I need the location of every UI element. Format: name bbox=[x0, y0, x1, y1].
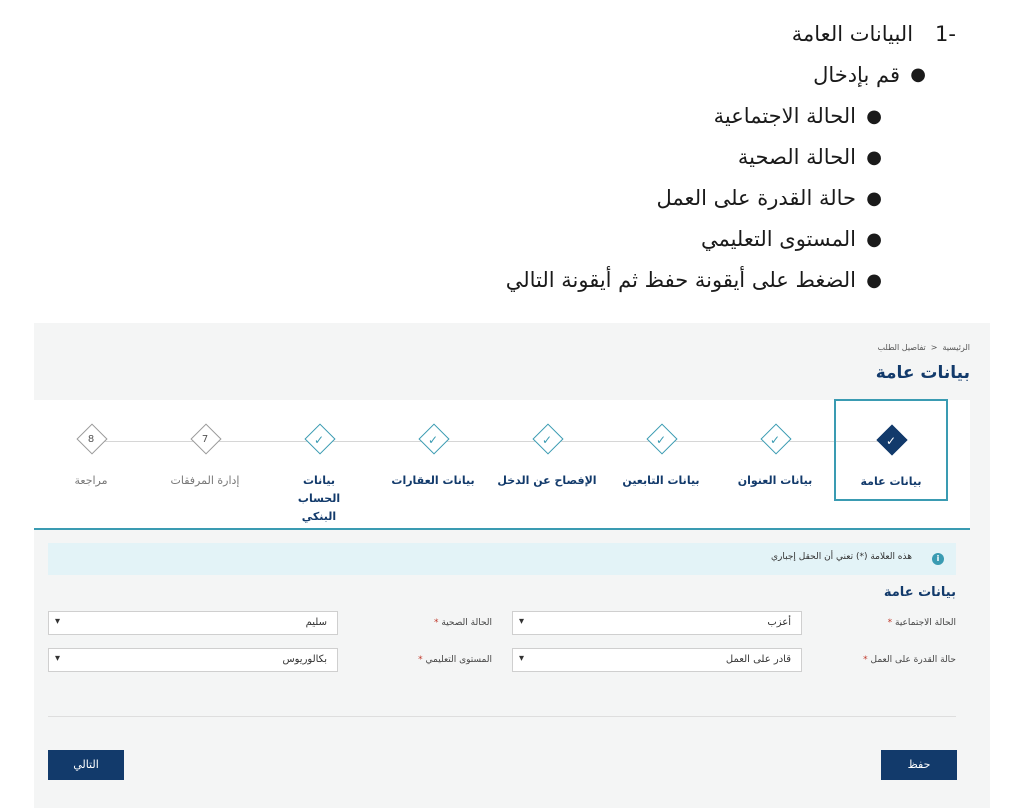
section-title: بيانات عامة bbox=[883, 585, 956, 600]
marital-status-value: أعزب bbox=[767, 617, 791, 628]
instruction-heading-number: -1 bbox=[935, 22, 956, 46]
health-status-label-text: الحالة الصحية bbox=[441, 618, 492, 628]
work-ability-label bbox=[863, 655, 956, 665]
required-info-bar bbox=[48, 543, 956, 575]
bullet-icon: ● bbox=[866, 229, 882, 250]
check-icon: ✓ bbox=[885, 434, 897, 448]
step-number: 7 bbox=[201, 434, 209, 445]
instruction-sub bbox=[356, 54, 926, 96]
info-text: هذه العلامة (*) تعني أن الحقل إجباري bbox=[771, 552, 912, 562]
step-number: 8 bbox=[87, 434, 95, 445]
breadcrumb-separator: < bbox=[930, 343, 938, 352]
app-screenshot bbox=[34, 323, 990, 808]
chevron-down-icon: ▾ bbox=[519, 616, 525, 627]
step-review[interactable] bbox=[34, 400, 148, 528]
bullet-icon: ● bbox=[866, 106, 882, 127]
step-income-disclosure[interactable] bbox=[490, 400, 604, 528]
health-status-select[interactable] bbox=[48, 611, 338, 635]
stepper bbox=[34, 400, 970, 530]
instruction-item-text: المستوى التعليمي bbox=[700, 227, 856, 251]
chevron-down-icon: ▾ bbox=[55, 653, 61, 664]
education-level-select[interactable] bbox=[48, 648, 338, 672]
instruction-item bbox=[356, 219, 882, 260]
marital-status-label-text: الحالة الاجتماعية bbox=[895, 618, 956, 628]
check-icon: ✓ bbox=[541, 433, 553, 447]
instruction-item-text: الحالة الصحية bbox=[737, 145, 856, 169]
instructions bbox=[356, 14, 956, 301]
step-bank-account-data[interactable] bbox=[262, 400, 376, 528]
chevron-down-icon: ▾ bbox=[519, 653, 525, 664]
education-level-label-text: المستوى التعليمي bbox=[425, 655, 492, 665]
work-ability-value: قادر على العمل bbox=[725, 654, 791, 665]
next-button[interactable]: التالي bbox=[48, 750, 124, 780]
health-status-value: سليم bbox=[305, 617, 327, 628]
education-level-value: بكالوريوس bbox=[282, 654, 327, 665]
instruction-item bbox=[356, 137, 882, 178]
instruction-item bbox=[356, 96, 882, 137]
breadcrumb-home[interactable]: الرئيسية bbox=[942, 343, 970, 352]
health-status-label bbox=[434, 618, 492, 628]
chevron-down-icon: ▾ bbox=[55, 616, 61, 627]
breadcrumb bbox=[877, 343, 970, 352]
required-mark: * bbox=[434, 618, 439, 628]
education-level-label bbox=[418, 655, 492, 665]
form-divider bbox=[48, 716, 956, 717]
check-icon: ✓ bbox=[655, 433, 667, 447]
step-label: بيانات التابعين bbox=[622, 474, 700, 487]
step-attachments-management[interactable] bbox=[148, 400, 262, 528]
check-icon: ✓ bbox=[427, 433, 439, 447]
page-title: بيانات عامة bbox=[875, 363, 970, 383]
required-mark: * bbox=[887, 618, 893, 628]
instruction-item-text: الحالة الاجتماعية bbox=[713, 104, 856, 128]
step-label: بيانات العقارات bbox=[391, 474, 475, 487]
instruction-item-text: الضغط على أيقونة حفظ ثم أيقونة التالي bbox=[505, 268, 856, 292]
bullet-icon: ● bbox=[866, 188, 882, 209]
instruction-heading bbox=[356, 14, 956, 54]
bullet-icon: ● bbox=[866, 270, 882, 291]
step-label: بيانات الحساب البنكي bbox=[297, 474, 341, 523]
instruction-item bbox=[356, 260, 882, 301]
check-icon: ✓ bbox=[313, 433, 325, 447]
instruction-item bbox=[356, 178, 882, 219]
marital-status-label bbox=[888, 618, 956, 628]
step-address-data[interactable] bbox=[718, 400, 832, 528]
work-ability-label-text: حالة القدرة على العمل bbox=[870, 655, 956, 665]
required-mark: * bbox=[418, 655, 423, 665]
step-label: مراجعة bbox=[74, 474, 108, 487]
breadcrumb-current: تفاصيل الطلب bbox=[877, 343, 926, 352]
check-icon: ✓ bbox=[769, 433, 781, 447]
marital-status-select[interactable] bbox=[512, 611, 802, 635]
instruction-heading-text: البيانات العامة bbox=[791, 22, 914, 46]
step-label: بيانات العنوان bbox=[737, 474, 813, 487]
instruction-sub-text: قم بإدخال bbox=[813, 63, 900, 87]
step-label: الإفصاح عن الدخل bbox=[497, 474, 597, 487]
step-dependents-data[interactable] bbox=[604, 400, 718, 528]
bullet-icon: ● bbox=[866, 147, 882, 168]
step-general-data[interactable] bbox=[834, 399, 948, 501]
required-mark: * bbox=[863, 655, 868, 665]
step-label: إدارة المرفقات bbox=[170, 474, 240, 487]
save-button[interactable]: حفظ bbox=[881, 750, 957, 780]
step-label: بيانات عامة bbox=[860, 475, 922, 488]
work-ability-select[interactable] bbox=[512, 648, 802, 672]
instruction-item-text: حالة القدرة على العمل bbox=[656, 186, 856, 210]
bullet-icon: ● bbox=[910, 64, 926, 85]
info-icon: i bbox=[932, 553, 944, 565]
step-real-estate-data[interactable] bbox=[376, 400, 490, 528]
